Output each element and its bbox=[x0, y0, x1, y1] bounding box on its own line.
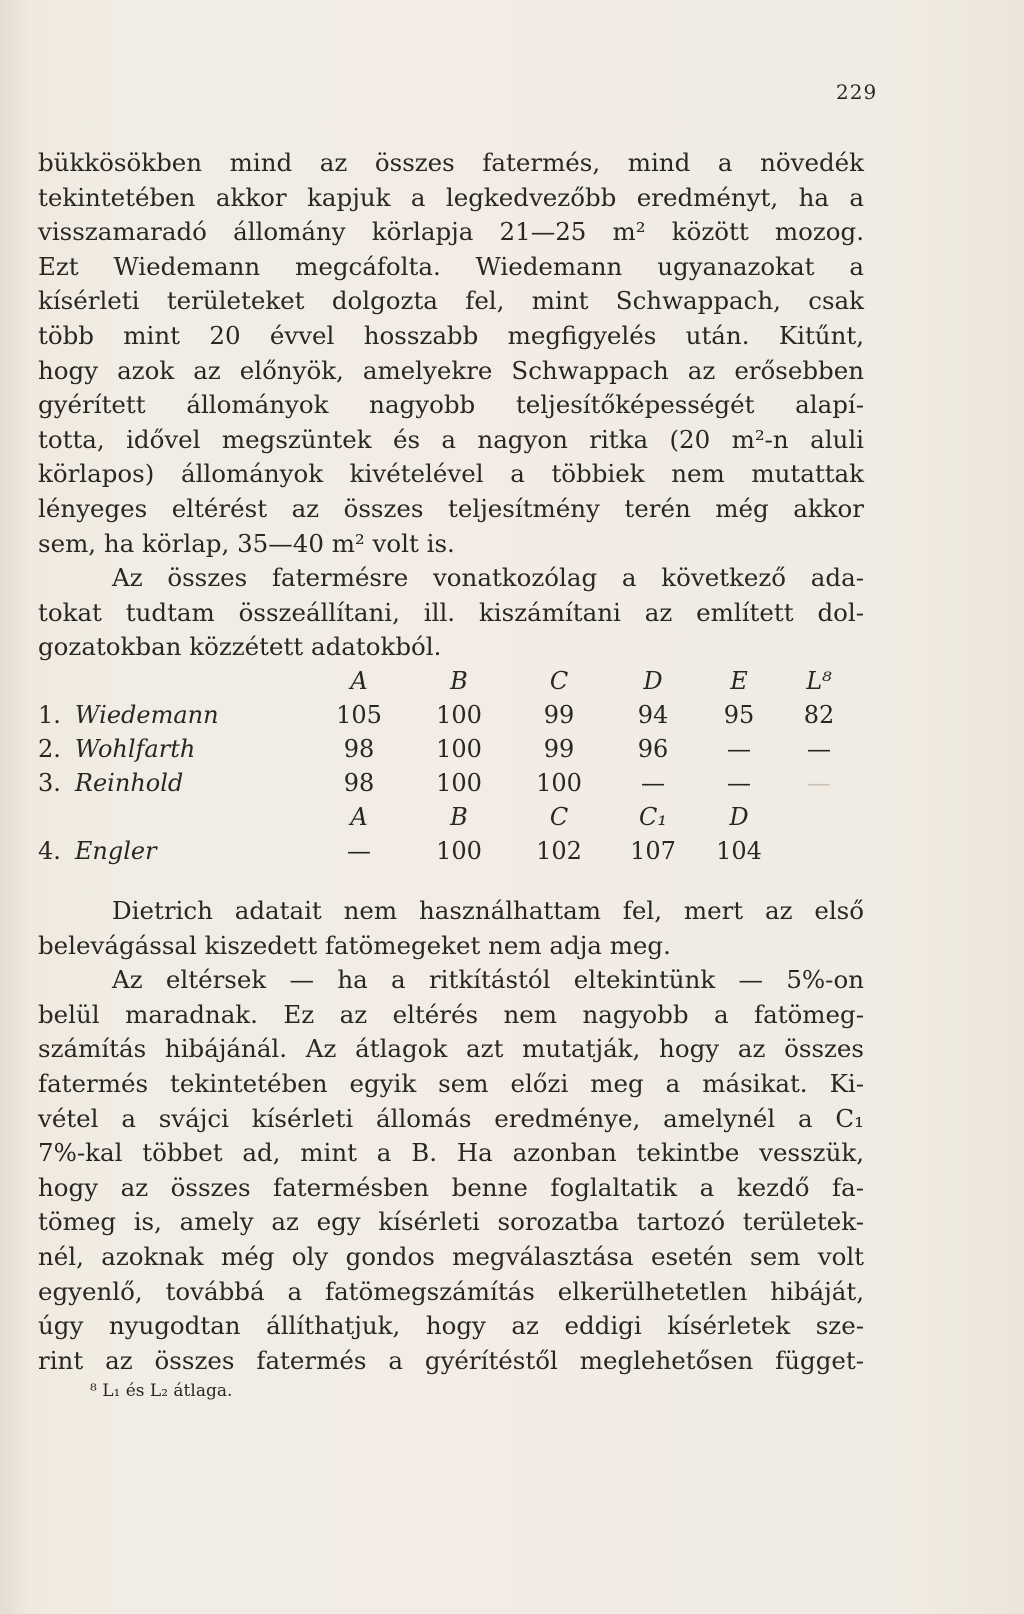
text-line: sem, ha körlap, 35—40 m² volt is. bbox=[38, 528, 455, 558]
row-number: 4. bbox=[38, 837, 61, 865]
text-line: tokat tudtam összeállítani, ill. kiszámítani az említett dol- bbox=[38, 597, 864, 627]
text-line: fatermés tekintetében egyik sem előzi meg a másikat. Ki- bbox=[38, 1068, 864, 1098]
text-line: vétel a svájci kísérleti állomás eredménye, amelynél a C₁ bbox=[38, 1103, 864, 1133]
row-label bbox=[38, 735, 195, 763]
row-label bbox=[38, 769, 183, 797]
column-header: C bbox=[549, 803, 569, 831]
table-cell: — bbox=[727, 735, 751, 763]
table-row bbox=[38, 701, 864, 735]
body-text-bottom bbox=[38, 894, 864, 1378]
row-number: 1. bbox=[38, 701, 61, 729]
table-cell: 100 bbox=[436, 735, 482, 763]
table-cell: 95 bbox=[723, 701, 755, 729]
text-line: bükkösökben mind az összes fatermés, mind a növedék bbox=[38, 148, 864, 177]
text-line: lényeges eltérést az összes teljesítmény terén még akkor bbox=[38, 493, 864, 523]
column-header: D bbox=[643, 667, 663, 695]
row-name: Wiedemann bbox=[74, 701, 219, 729]
row-label bbox=[38, 837, 157, 865]
column-header: B bbox=[450, 667, 468, 695]
text-line: hogy azok az előnyök, amelyekre Schwappach az erősebben bbox=[38, 355, 864, 385]
table-header-row-2 bbox=[38, 803, 864, 837]
text-line: úgy nyugodtan állíthatjuk, hogy az eddigi kísérletek sze- bbox=[38, 1311, 864, 1341]
text-line: rint az összes fatermés a gyérítéstől meglehetősen függet- bbox=[38, 1345, 864, 1375]
row-label bbox=[38, 701, 219, 729]
text-line: kísérleti területeket dolgozta fel, mint Schwappach, csak bbox=[38, 286, 864, 316]
table-cell: 104 bbox=[716, 837, 762, 865]
table-cell: 94 bbox=[637, 701, 669, 729]
table-cell: 102 bbox=[536, 837, 582, 865]
text-line: gozatokban közzétett adatokból. bbox=[38, 632, 442, 662]
column-header: D bbox=[729, 803, 749, 831]
table-cell: 98 bbox=[343, 735, 375, 763]
text-line: egyenlő, továbbá a fatömegszámítás elkerülhetetlen hibáját, bbox=[38, 1276, 864, 1306]
column-header: B bbox=[450, 803, 468, 831]
row-number: 3. bbox=[38, 769, 61, 797]
text-line: hogy az összes fatermésben benne foglaltatik a kezdő fa- bbox=[38, 1172, 864, 1202]
text-line: 7%-kal többet ad, mint a B. Ha azonban tekintbe vesszük, bbox=[38, 1138, 864, 1168]
row-name: Reinhold bbox=[74, 769, 184, 797]
table-cell: 100 bbox=[436, 769, 482, 797]
table-cell: — bbox=[727, 769, 751, 797]
table-cell: 105 bbox=[336, 701, 382, 729]
column-header: E bbox=[730, 667, 748, 695]
text-line: Az összes fatermésre vonatkozólag a következő ada- bbox=[112, 563, 864, 593]
text-line: tömeg is, amely az egy kísérleti sorozatba tartozó területek- bbox=[38, 1207, 864, 1237]
table-cell: 82 bbox=[803, 701, 835, 729]
text-line: Az eltérsek — ha a ritkítástól eltekintünk — 5%-on bbox=[112, 965, 864, 995]
column-header: C bbox=[549, 667, 569, 695]
table-cell: 98 bbox=[343, 769, 375, 797]
table-row bbox=[38, 769, 864, 803]
table-cell: 99 bbox=[543, 701, 575, 729]
row-name: Engler bbox=[74, 837, 157, 865]
page-number: 229 bbox=[836, 80, 878, 104]
text-line: tekintetében akkor kapjuk a legkedvezőbb eredményt, ha a bbox=[38, 182, 864, 212]
table-cell: 107 bbox=[630, 837, 676, 865]
body-text-top bbox=[38, 146, 864, 665]
table-cell: 100 bbox=[536, 769, 582, 797]
row-name: Wohlfarth bbox=[74, 735, 196, 763]
text-line: több mint 20 évvel hosszabb megfigyelés után. Kitűnt, bbox=[38, 320, 864, 350]
table-cell: 96 bbox=[637, 735, 669, 763]
text-line: gyérített állományok nagyobb teljesítőképességét alapí- bbox=[38, 390, 864, 420]
column-header: A bbox=[350, 803, 368, 831]
table-header-row bbox=[38, 667, 864, 701]
footnote: ⁸ L₁ és L₂ átlaga. bbox=[90, 1381, 233, 1401]
table-cell: — bbox=[347, 837, 371, 865]
text-line: belevágással kiszedett fatömegeket nem adja meg. bbox=[38, 930, 671, 960]
text-line: nél, azoknak még oly gondos megválasztása esetén sem volt bbox=[38, 1241, 864, 1271]
data-table bbox=[38, 667, 864, 871]
table-cell: — bbox=[807, 735, 831, 763]
text-line: Dietrich adatait nem használhattam fel, mert az első bbox=[112, 896, 864, 925]
column-header: A bbox=[350, 667, 368, 695]
text-line: körlapos) állományok kivételével a többiek nem mutattak bbox=[38, 459, 864, 489]
column-header: L⁸ bbox=[806, 667, 832, 695]
table-cell: — bbox=[641, 769, 665, 797]
text-line: visszamaradó állomány körlapja 21—25 m² között mozog. bbox=[38, 217, 864, 247]
row-number: 2. bbox=[38, 735, 61, 763]
column-header: C₁ bbox=[639, 803, 667, 831]
table-cell: 100 bbox=[436, 837, 482, 865]
table-row bbox=[38, 837, 864, 871]
text-line: totta, idővel megszüntek és a nagyon ritka (20 m²-n aluli bbox=[38, 424, 864, 454]
table-cell: 99 bbox=[543, 735, 575, 763]
table-cell: 100 bbox=[436, 701, 482, 729]
text-line: belül maradnak. Ez az eltérés nem nagyobb a fatömeg- bbox=[38, 999, 864, 1029]
table-cell: — bbox=[807, 769, 831, 797]
text-line: számítás hibájánál. Az átlagok azt mutatják, hogy az összes bbox=[38, 1034, 864, 1064]
text-line: Ezt Wiedemann megcáfolta. Wiedemann ugyanazokat a bbox=[38, 251, 864, 281]
table-row bbox=[38, 735, 864, 769]
